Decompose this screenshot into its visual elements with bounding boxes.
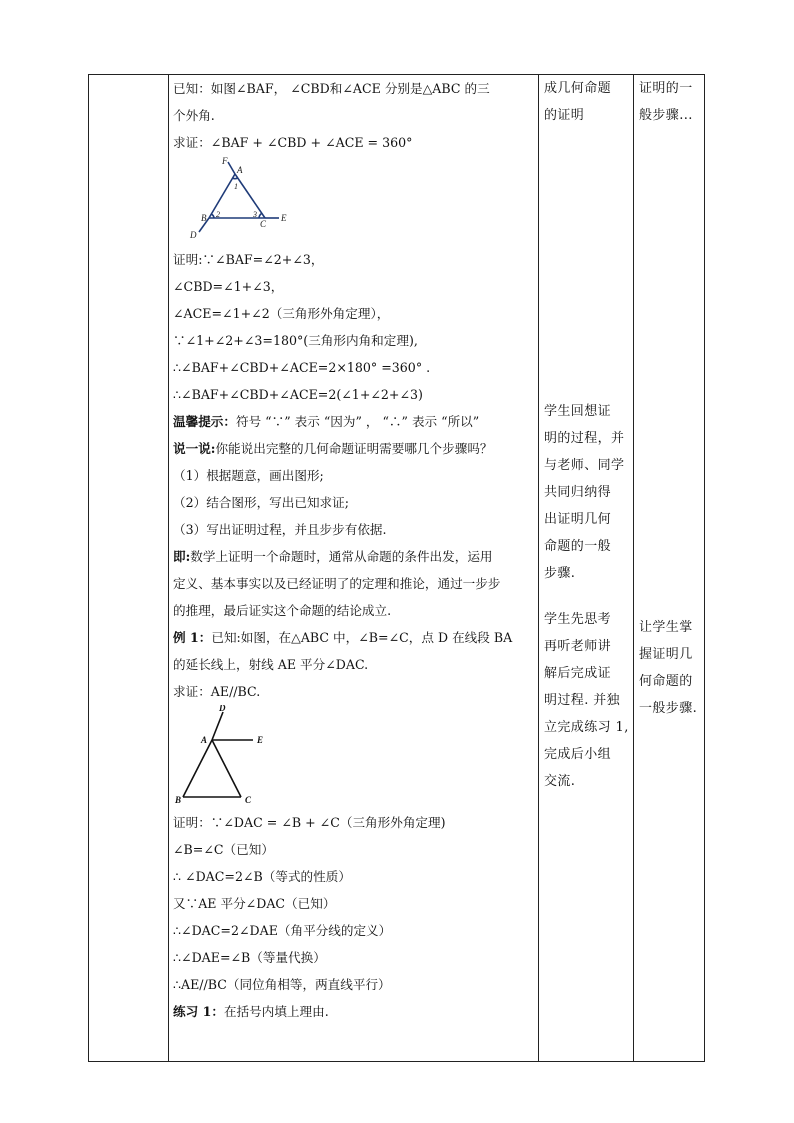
activity-mid-line: 学生回想证 [544,404,612,419]
activity-mid-line: 命题的一般 [544,539,612,554]
proof1-line: ∴∠BAF+∠CBD+∠ACE=2×180° =360° . [173,360,431,375]
activity-mid-line: 明的过程，并 [544,431,625,446]
summary-line-2: 定义、基本事实以及已经证明了的定理和推论，通过一步步 [173,576,501,591]
lesson-table [88,74,705,1062]
talk-line [173,435,538,462]
label-b: B [201,213,207,223]
practice-line [173,998,538,1025]
proof2-line: 又∵AE 平分∠DAC（已知） [173,896,336,911]
intent-top-line: 证明的一 [639,81,693,96]
label-a: A [201,735,208,745]
step-item: （2）结合图形，写出已知求证; [173,495,349,510]
figure-triangle-exterior-angles [173,156,538,246]
activity-bottom-line: 完成后小组 [544,747,612,762]
proof2-line: ∴∠DAE=∠B（等量代换） [173,950,326,965]
activity-mid-line: 出证明几何 [544,512,612,527]
intent-bottom-line: 握证明几 [639,647,693,662]
label-e: E [281,213,287,223]
activity-mid-line: 步骤. [544,566,576,581]
angle-1-arc [233,178,238,179]
label-d: D [190,230,197,240]
label-1: 1 [234,182,238,191]
label-c: C [260,219,267,229]
summary-text: 数学上证明一个命题时，通常从命题的条件出发，运用 [190,549,493,564]
student-activity-cell [539,75,634,1062]
activity-mid-line: 与老师、同学 [544,458,625,473]
example-prove: 求证：AE//BC. [173,684,261,699]
label-f: F [222,156,228,166]
activity-bottom-line: 解后完成证 [544,666,612,681]
content-cell [169,75,539,1062]
activity-bottom-line: 学生先思考 [544,612,612,627]
proof1-line: ∴∠BAF+∠CBD+∠ACE=2(∠1+∠2+∠3) [173,387,423,402]
intent-bottom-line: 一般步骤. [639,701,698,716]
figure-triangle-bisector [173,705,538,809]
prove-statement: 求证：∠BAF + ∠CBD + ∠ACE = 360° [173,135,413,150]
ray-af [228,162,235,174]
tip-line [173,408,538,435]
activity-bottom-line: 交流. [544,774,576,789]
content-body [169,75,538,1025]
activity-bottom-line: 再听老师讲 [544,639,612,654]
label-3: 3 [253,210,257,219]
edge-ba [209,174,235,218]
practice-text: 在括号内填上理由. [223,1004,329,1019]
label-c: C [245,795,252,805]
tip-text: 符号 “∵” 表示 “因为” ， “∴” 表示 “所以” [235,414,480,429]
edge-ac [212,740,241,797]
summary-line-3: 的推理，最后证实这个命题的结论成立. [173,603,392,618]
proof2-line: ∴∠DAC=2∠DAE（角平分线的定义） [173,923,392,938]
example-text: 已知:如图，在△ABC 中，∠B=∠C，点 D 在线段 BA [211,630,513,645]
activity-mid-line: 共同归纳得 [544,485,612,500]
activity-top-line: 成几何命题 [544,81,612,96]
proof1-line: ∠ACE=∠1+∠2（三角形外角定理）， [173,306,390,321]
edge-ac [235,174,265,218]
proof2-line: 证明：∵∠DAC = ∠B + ∠C（三角形外角定理) [173,815,446,830]
talk-text: 你能说出完整的几何命题证明需要哪几个步骤吗？ [215,441,493,456]
intent-bottom-line: 让学生掌 [639,620,693,635]
proof2-line: ∴AE//BC（同位角相等，两直线平行） [173,977,391,992]
table-row [89,75,705,1062]
label-e: E [257,735,264,745]
summary-label: 即: [173,549,191,564]
ray-ad [212,712,223,740]
intent-top-line: 般步骤... [639,108,693,123]
design-intent-body [634,75,704,722]
example-line-1 [173,624,538,651]
proof1-line: ∵∠1+∠2+∠3=180°(三角形内角和定理), [173,333,418,348]
blank-column-cell [89,75,169,1062]
example-label: 例 1： [173,630,212,645]
label-b: B [175,795,182,805]
activity-bottom-line: 明过程. 并独 [544,693,621,708]
given-line-2: 个外角. [173,108,215,123]
example-line-2: 的延长线上，射线 AE 平分∠DAC. [173,657,369,672]
proof1-line: 证明:∵∠BAF=∠2+∠3， [173,252,324,267]
practice-label: 练习 1： [173,1004,224,1019]
activity-top-line: 的证明 [544,108,585,123]
given-line-1: 已知：如图∠BAF， ∠CBD和∠ACE 分别是△ABC 的三 [173,81,490,96]
step-item: （3）写出证明过程，并且步步有依据. [173,522,387,537]
proof2-line: ∠B=∠C（已知） [173,842,274,857]
label-d: D [219,705,226,713]
triangle-figure-svg [173,156,303,246]
edge-ba [183,740,212,797]
design-intent-cell [634,75,705,1062]
activity-bottom-line: 立完成练习 1, [544,720,629,735]
label-2: 2 [216,210,220,219]
student-activity-body [539,75,633,795]
step-item: （1）根据题意，画出图形; [173,468,324,483]
label-a: A [237,165,243,175]
proof1-line: ∠CBD=∠1+∠3， [173,279,284,294]
summary-line-1 [173,543,538,570]
talk-label: 说一说: [173,441,216,456]
intent-bottom-line: 何命题的 [639,674,693,689]
proof2-line: ∴ ∠DAC=2∠B（等式的性质） [173,869,351,884]
bisector-figure-svg [173,705,283,809]
tip-label: 温馨提示： [173,414,236,429]
